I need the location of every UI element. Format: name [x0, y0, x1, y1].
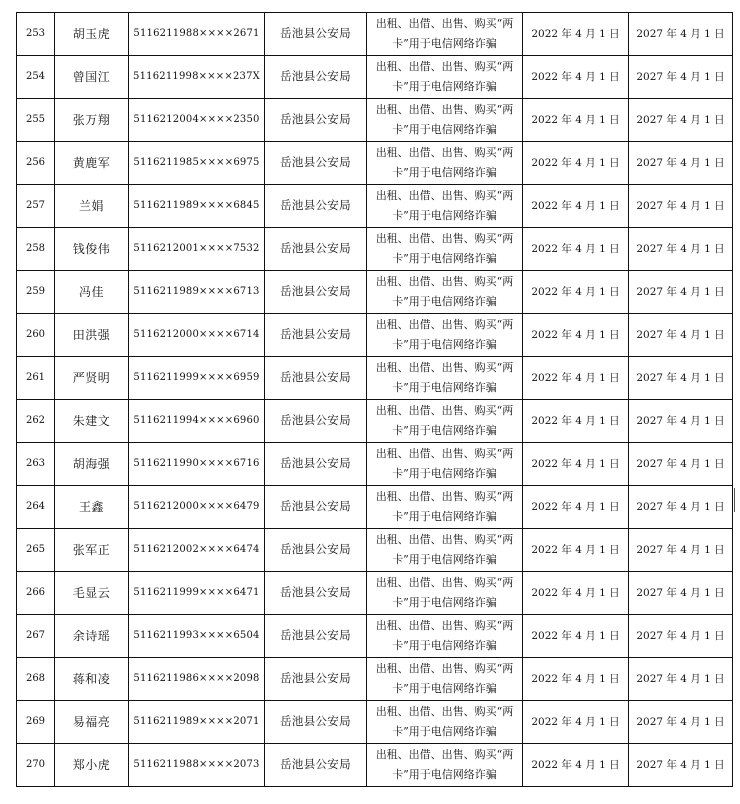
table-row: [17, 486, 733, 529]
id-number-cell: 5116211989××××6713: [129, 271, 265, 314]
violation-reason-line-1: 出租、出借、出售、购买“两: [375, 576, 514, 589]
issuing-authority-cell: 岳池县公安局: [265, 701, 367, 744]
id-number-cell: 5116211998××××237X: [129, 56, 265, 99]
table-row: [17, 185, 733, 228]
issuing-authority-cell: 岳池县公安局: [265, 314, 367, 357]
id-number-cell: 5116211990××××6716: [129, 443, 265, 486]
id-number-cell: 5116211986××××2098: [129, 658, 265, 701]
table-row: [17, 13, 733, 56]
row-number-cell: 259: [17, 271, 55, 314]
id-number-cell: 5116212000××××6714: [129, 314, 265, 357]
violation-reason-line-1: 出租、出借、出售、购买“两: [375, 404, 514, 417]
row-number-cell: 268: [17, 658, 55, 701]
violation-reason-line-1: 出租、出借、出售、购买“两: [375, 103, 514, 116]
violation-reason-line-2: 卡”用于电信网络诈骗: [392, 510, 497, 523]
violation-reason-cell: [367, 142, 523, 185]
table-row: [17, 56, 733, 99]
id-number-cell: 5116211999××××6471: [129, 572, 265, 615]
violation-reason-line-1: 出租、出借、出售、购买“两: [375, 619, 514, 632]
person-name-cell: 兰娟: [55, 185, 129, 228]
end-date-cell: 2027 年 4 月 1 日: [629, 314, 733, 357]
violation-reason-cell: [367, 744, 523, 787]
end-date-cell: 2027 年 4 月 1 日: [629, 701, 733, 744]
id-number-cell: 5116212000××××6479: [129, 486, 265, 529]
violation-reason-line-2: 卡”用于电信网络诈骗: [392, 725, 497, 738]
violation-reason-line-2: 卡”用于电信网络诈骗: [392, 252, 497, 265]
table-row: [17, 615, 733, 658]
table-row: [17, 400, 733, 443]
person-name-cell: 朱建文: [55, 400, 129, 443]
person-name-cell: 张军正: [55, 529, 129, 572]
id-number-cell: 5116211988××××2073: [129, 744, 265, 787]
violation-reason-line-1: 出租、出借、出售、购买“两: [375, 662, 514, 675]
start-date-cell: 2022 年 4 月 1 日: [523, 615, 629, 658]
table-row: [17, 314, 733, 357]
start-date-cell: 2022 年 4 月 1 日: [523, 572, 629, 615]
violation-reason-line-2: 卡”用于电信网络诈骗: [392, 37, 497, 50]
row-number-cell: 261: [17, 357, 55, 400]
id-number-cell: 5116211989××××2071: [129, 701, 265, 744]
violation-reason-cell: [367, 357, 523, 400]
violation-reason-cell: [367, 529, 523, 572]
person-name-cell: 黄鹿军: [55, 142, 129, 185]
end-date-cell: 2027 年 4 月 1 日: [629, 658, 733, 701]
violation-reason-line-1: 出租、出借、出售、购买“两: [375, 447, 514, 460]
row-number-cell: 257: [17, 185, 55, 228]
violation-reason-line-2: 卡”用于电信网络诈骗: [392, 768, 497, 781]
violation-reason-line-2: 卡”用于电信网络诈骗: [392, 166, 497, 179]
person-name-cell: 蒋和凌: [55, 658, 129, 701]
violation-reason-cell: [367, 443, 523, 486]
issuing-authority-cell: 岳池县公安局: [265, 13, 367, 56]
violation-reason-line-1: 出租、出借、出售、购买“两: [375, 232, 514, 245]
person-name-cell: 田洪强: [55, 314, 129, 357]
punishment-list-table: [16, 12, 733, 787]
row-number-cell: 266: [17, 572, 55, 615]
violation-reason-line-2: 卡”用于电信网络诈骗: [392, 80, 497, 93]
start-date-cell: 2022 年 4 月 1 日: [523, 314, 629, 357]
end-date-cell: 2027 年 4 月 1 日: [629, 142, 733, 185]
violation-reason-line-1: 出租、出借、出售、购买“两: [375, 17, 514, 30]
end-date-cell: 2027 年 4 月 1 日: [629, 486, 733, 529]
person-name-cell: 张万翔: [55, 99, 129, 142]
violation-reason-line-2: 卡”用于电信网络诈骗: [392, 682, 497, 695]
person-name-cell: 毛显云: [55, 572, 129, 615]
id-number-cell: 5116211985××××6975: [129, 142, 265, 185]
end-date-cell: 2027 年 4 月 1 日: [629, 529, 733, 572]
violation-reason-line-2: 卡”用于电信网络诈骗: [392, 424, 497, 437]
row-number-cell: 270: [17, 744, 55, 787]
violation-reason-line-2: 卡”用于电信网络诈骗: [392, 553, 497, 566]
person-name-cell: 冯佳: [55, 271, 129, 314]
start-date-cell: 2022 年 4 月 1 日: [523, 744, 629, 787]
issuing-authority-cell: 岳池县公安局: [265, 185, 367, 228]
violation-reason-line-2: 卡”用于电信网络诈骗: [392, 338, 497, 351]
start-date-cell: 2022 年 4 月 1 日: [523, 142, 629, 185]
start-date-cell: 2022 年 4 月 1 日: [523, 400, 629, 443]
start-date-cell: 2022 年 4 月 1 日: [523, 658, 629, 701]
table-row: [17, 142, 733, 185]
id-number-cell: 5116211993××××6504: [129, 615, 265, 658]
table-row: [17, 658, 733, 701]
issuing-authority-cell: 岳池县公安局: [265, 56, 367, 99]
violation-reason-cell: [367, 658, 523, 701]
row-number-cell: 258: [17, 228, 55, 271]
start-date-cell: 2022 年 4 月 1 日: [523, 99, 629, 142]
start-date-cell: 2022 年 4 月 1 日: [523, 13, 629, 56]
issuing-authority-cell: 岳池县公安局: [265, 271, 367, 314]
violation-reason-cell: [367, 56, 523, 99]
id-number-cell: 5116212004××××2350: [129, 99, 265, 142]
violation-reason-cell: [367, 615, 523, 658]
violation-reason-cell: [367, 99, 523, 142]
person-name-cell: 严贤明: [55, 357, 129, 400]
id-number-cell: 5116211989××××6845: [129, 185, 265, 228]
person-name-cell: 胡玉虎: [55, 13, 129, 56]
table-body: [17, 13, 733, 787]
issuing-authority-cell: 岳池县公安局: [265, 99, 367, 142]
violation-reason-line-1: 出租、出借、出售、购买“两: [375, 361, 514, 374]
page-edge-mark: [734, 488, 735, 512]
issuing-authority-cell: 岳池县公安局: [265, 357, 367, 400]
start-date-cell: 2022 年 4 月 1 日: [523, 228, 629, 271]
violation-reason-line-1: 出租、出借、出售、购买“两: [375, 275, 514, 288]
end-date-cell: 2027 年 4 月 1 日: [629, 400, 733, 443]
violation-reason-line-1: 出租、出借、出售、购买“两: [375, 60, 514, 73]
table-row: [17, 99, 733, 142]
violation-reason-line-2: 卡”用于电信网络诈骗: [392, 639, 497, 652]
violation-reason-line-2: 卡”用于电信网络诈骗: [392, 209, 497, 222]
end-date-cell: 2027 年 4 月 1 日: [629, 228, 733, 271]
end-date-cell: 2027 年 4 月 1 日: [629, 185, 733, 228]
table-row: [17, 228, 733, 271]
end-date-cell: 2027 年 4 月 1 日: [629, 443, 733, 486]
violation-reason-cell: [367, 572, 523, 615]
violation-reason-cell: [367, 271, 523, 314]
table-row: [17, 529, 733, 572]
violation-reason-line-2: 卡”用于电信网络诈骗: [392, 596, 497, 609]
end-date-cell: 2027 年 4 月 1 日: [629, 271, 733, 314]
start-date-cell: 2022 年 4 月 1 日: [523, 56, 629, 99]
end-date-cell: 2027 年 4 月 1 日: [629, 99, 733, 142]
violation-reason-line-2: 卡”用于电信网络诈骗: [392, 123, 497, 136]
table-row: [17, 744, 733, 787]
issuing-authority-cell: 岳池县公安局: [265, 572, 367, 615]
issuing-authority-cell: 岳池县公安局: [265, 443, 367, 486]
issuing-authority-cell: 岳池县公安局: [265, 228, 367, 271]
issuing-authority-cell: 岳池县公安局: [265, 529, 367, 572]
table-row: [17, 357, 733, 400]
id-number-cell: 5116211994××××6960: [129, 400, 265, 443]
violation-reason-cell: [367, 13, 523, 56]
start-date-cell: 2022 年 4 月 1 日: [523, 271, 629, 314]
id-number-cell: 5116211988××××2671: [129, 13, 265, 56]
row-number-cell: 255: [17, 99, 55, 142]
person-name-cell: 余诗瑶: [55, 615, 129, 658]
person-name-cell: 钱俊伟: [55, 228, 129, 271]
end-date-cell: 2027 年 4 月 1 日: [629, 13, 733, 56]
violation-reason-line-1: 出租、出借、出售、购买“两: [375, 705, 514, 718]
violation-reason-cell: [367, 701, 523, 744]
start-date-cell: 2022 年 4 月 1 日: [523, 443, 629, 486]
id-number-cell: 5116212002××××6474: [129, 529, 265, 572]
row-number-cell: 262: [17, 400, 55, 443]
violation-reason-line-1: 出租、出借、出售、购买“两: [375, 490, 514, 503]
violation-reason-line-1: 出租、出借、出售、购买“两: [375, 318, 514, 331]
issuing-authority-cell: 岳池县公安局: [265, 744, 367, 787]
violation-reason-line-2: 卡”用于电信网络诈骗: [392, 381, 497, 394]
row-number-cell: 254: [17, 56, 55, 99]
issuing-authority-cell: 岳池县公安局: [265, 486, 367, 529]
start-date-cell: 2022 年 4 月 1 日: [523, 486, 629, 529]
violation-reason-line-1: 出租、出借、出售、购买“两: [375, 146, 514, 159]
violation-reason-line-1: 出租、出借、出售、购买“两: [375, 189, 514, 202]
person-name-cell: 郑小虎: [55, 744, 129, 787]
row-number-cell: 267: [17, 615, 55, 658]
violation-reason-cell: [367, 486, 523, 529]
person-name-cell: 易福亮: [55, 701, 129, 744]
row-number-cell: 263: [17, 443, 55, 486]
issuing-authority-cell: 岳池县公安局: [265, 400, 367, 443]
start-date-cell: 2022 年 4 月 1 日: [523, 185, 629, 228]
issuing-authority-cell: 岳池县公安局: [265, 142, 367, 185]
row-number-cell: 256: [17, 142, 55, 185]
row-number-cell: 253: [17, 13, 55, 56]
table-row: [17, 572, 733, 615]
issuing-authority-cell: 岳池县公安局: [265, 615, 367, 658]
id-number-cell: 5116211999××××6959: [129, 357, 265, 400]
violation-reason-line-2: 卡”用于电信网络诈骗: [392, 295, 497, 308]
end-date-cell: 2027 年 4 月 1 日: [629, 56, 733, 99]
person-name-cell: 王鑫: [55, 486, 129, 529]
violation-reason-cell: [367, 228, 523, 271]
table-row: [17, 443, 733, 486]
violation-reason-line-1: 出租、出借、出售、购买“两: [375, 533, 514, 546]
id-number-cell: 5116212001××××7532: [129, 228, 265, 271]
end-date-cell: 2027 年 4 月 1 日: [629, 744, 733, 787]
row-number-cell: 269: [17, 701, 55, 744]
table-row: [17, 701, 733, 744]
violation-reason-cell: [367, 314, 523, 357]
person-name-cell: 曾国江: [55, 56, 129, 99]
end-date-cell: 2027 年 4 月 1 日: [629, 357, 733, 400]
person-name-cell: 胡海强: [55, 443, 129, 486]
start-date-cell: 2022 年 4 月 1 日: [523, 701, 629, 744]
violation-reason-line-1: 出租、出借、出售、购买“两: [375, 748, 514, 761]
start-date-cell: 2022 年 4 月 1 日: [523, 357, 629, 400]
violation-reason-line-2: 卡”用于电信网络诈骗: [392, 467, 497, 480]
row-number-cell: 260: [17, 314, 55, 357]
end-date-cell: 2027 年 4 月 1 日: [629, 572, 733, 615]
issuing-authority-cell: 岳池县公安局: [265, 658, 367, 701]
start-date-cell: 2022 年 4 月 1 日: [523, 529, 629, 572]
row-number-cell: 265: [17, 529, 55, 572]
violation-reason-cell: [367, 185, 523, 228]
end-date-cell: 2027 年 4 月 1 日: [629, 615, 733, 658]
table-row: [17, 271, 733, 314]
row-number-cell: 264: [17, 486, 55, 529]
violation-reason-cell: [367, 400, 523, 443]
